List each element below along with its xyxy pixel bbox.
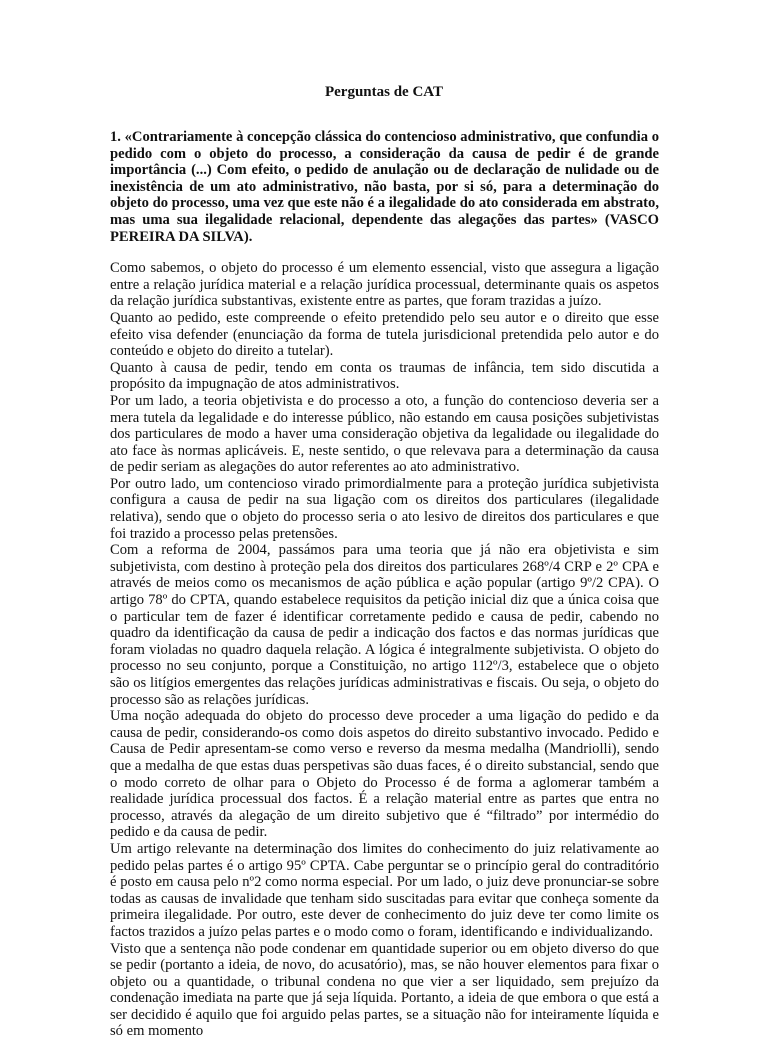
document-body <box>110 129 659 1040</box>
body-paragraph: Um artigo relevante na determinação dos limites do conhecimento do juiz relativamente ao pedido pelas partes é o artigo 95º CPTA. Cabe perguntar se o princípio geral do contraditório é posto em causa pelo nº2 como norma especial. Por um lado, o juiz deve pronunciar-se sobre todas as causas de invalidade que tenham sido suscitadas para evitar que conheça somente da primeira ilegalidade. Por outro, este dever de conhecimento do juiz deve ter como limite os factos trazidos a juízo pelas partes e o modo como o foram, identificando e individualizando. <box>110 841 659 941</box>
body-paragraph: Por outro lado, um contencioso virado primordialmente para a proteção jurídica subjetivista configura a causa de pedir na sua ligação com os direitos dos particulares (ilegalidade relativa), sendo que o objeto do processo seria o ato lesivo de direitos dos particulares e que foi trazido a processo pelas pretensões. <box>110 476 659 542</box>
body-paragraph: Visto que a sentença não pode condenar em quantidade superior ou em objeto diverso do que se pedir (portanto a ideia, de novo, do acusatório), mas, se não houver elementos para fixar o objeto ou a quantidade, o tribunal condena no que vier a ser liquidado, sem prejuízo da condenação imediata na parte que já seja líquida. Portanto, a ideia de que embora o que está a ser decidido é aquilo que foi arguido pelas partes, se a situação não for inteiramente líquida e só em momento <box>110 941 659 1040</box>
body-paragraph: Quanto à causa de pedir, tendo em conta os traumas de infância, tem sido discutida a propósito da impugnação de atos administrativos. <box>110 360 659 393</box>
body-paragraph: Por um lado, a teoria objetivista e do processo a oto, a função do contencioso deveria ser a mera tutela da legalidade e do interesse público, não estando em causa posições subjetivistas dos particulares de modo a haver uma consideração objetiva da legalidade ou ilegalidade do ato face às normas aplicáveis. E, neste sentido, o que relevava para a determinação da causa de pedir seriam as alegações do autor referentes ao ato administrativo. <box>110 393 659 476</box>
body-paragraph: Com a reforma de 2004, passámos para uma teoria que já não era objetivista e sim subjetivista, com destino à proteção pela dos direitos dos particulares 268º/4 CRP e 2º CPA e através de meios como os mecanismos de ação pública e ação popular (artigo 9º/2 CPA). O artigo 78º do CPTA, quando estabelece requisitos da petição inicial diz que a única coisa que o particular tem de fazer é identificar corretamente pedido e causa de pedir, cabendo no quadro da identificação da causa de pedir a indicação dos factos e das normas jurídicas que foram violadas no quadro daquela relação. A lógica é integralmente subjetivista. O objeto do processo no seu conjunto, porque a Constituição, no artigo 112º/3, estabelece que o objeto são os litígios emergentes das relações jurídicas administrativas e fiscais. Ou seja, o objeto do processo são as relações jurídicas. <box>110 542 659 708</box>
question-paragraph: 1. «Contrariamente à concepção clássica do contencioso administrativo, que confundia o pedido com o objeto do processo, a consideração da causa de pedir é de grande importância (...) Com efeito, o pedido de anulação ou de declaração de nulidade ou de inexistência de um ato administrativo, não basta, por si só, para a determinação do objeto do processo, uma vez que este não é a ilegalidade do ato considerada em abstrato, mas uma sua ilegalidade relacional, dependente das alegações das partes» (VASCO PEREIRA DA SILVA). <box>110 129 659 245</box>
page-title: Perguntas de CAT <box>0 84 768 101</box>
body-paragraph: Quanto ao pedido, este compreende o efeito pretendido pelo seu autor e o direito que esse efeito visa defender (enunciação da forma de tutela jurisdicional pretendida pelo autor e do conteúdo e objeto do direito a tutelar). <box>110 310 659 360</box>
body-paragraph: Como sabemos, o objeto do processo é um elemento essencial, visto que assegura a ligação entre a relação jurídica material e a relação jurídica processual, determinante quais os aspetos da relação jurídica substantivas, existente entre as partes, que foram trazidas a juízo. <box>110 260 659 310</box>
body-paragraph: Uma noção adequada do objeto do processo deve proceder a uma ligação do pedido e da causa de pedir, considerando-os como dois aspetos do direito substantivo invocado. Pedido e Causa de Pedir apresentam-se como verso e reverso da mesma medalha (Mandriolli), sendo que a medalha de que estas duas perspetivas são duas faces, é o direito substancial, sendo que o modo correto de olhar para o Objeto do Processo é de forma a aglomerar também a realidade jurídica processual dos factos. É a relação material entre as partes que entra no processo, através da alegação de um direito subjetivo que é “filtrado” por intermédio do pedido e da causa de pedir. <box>110 708 659 841</box>
